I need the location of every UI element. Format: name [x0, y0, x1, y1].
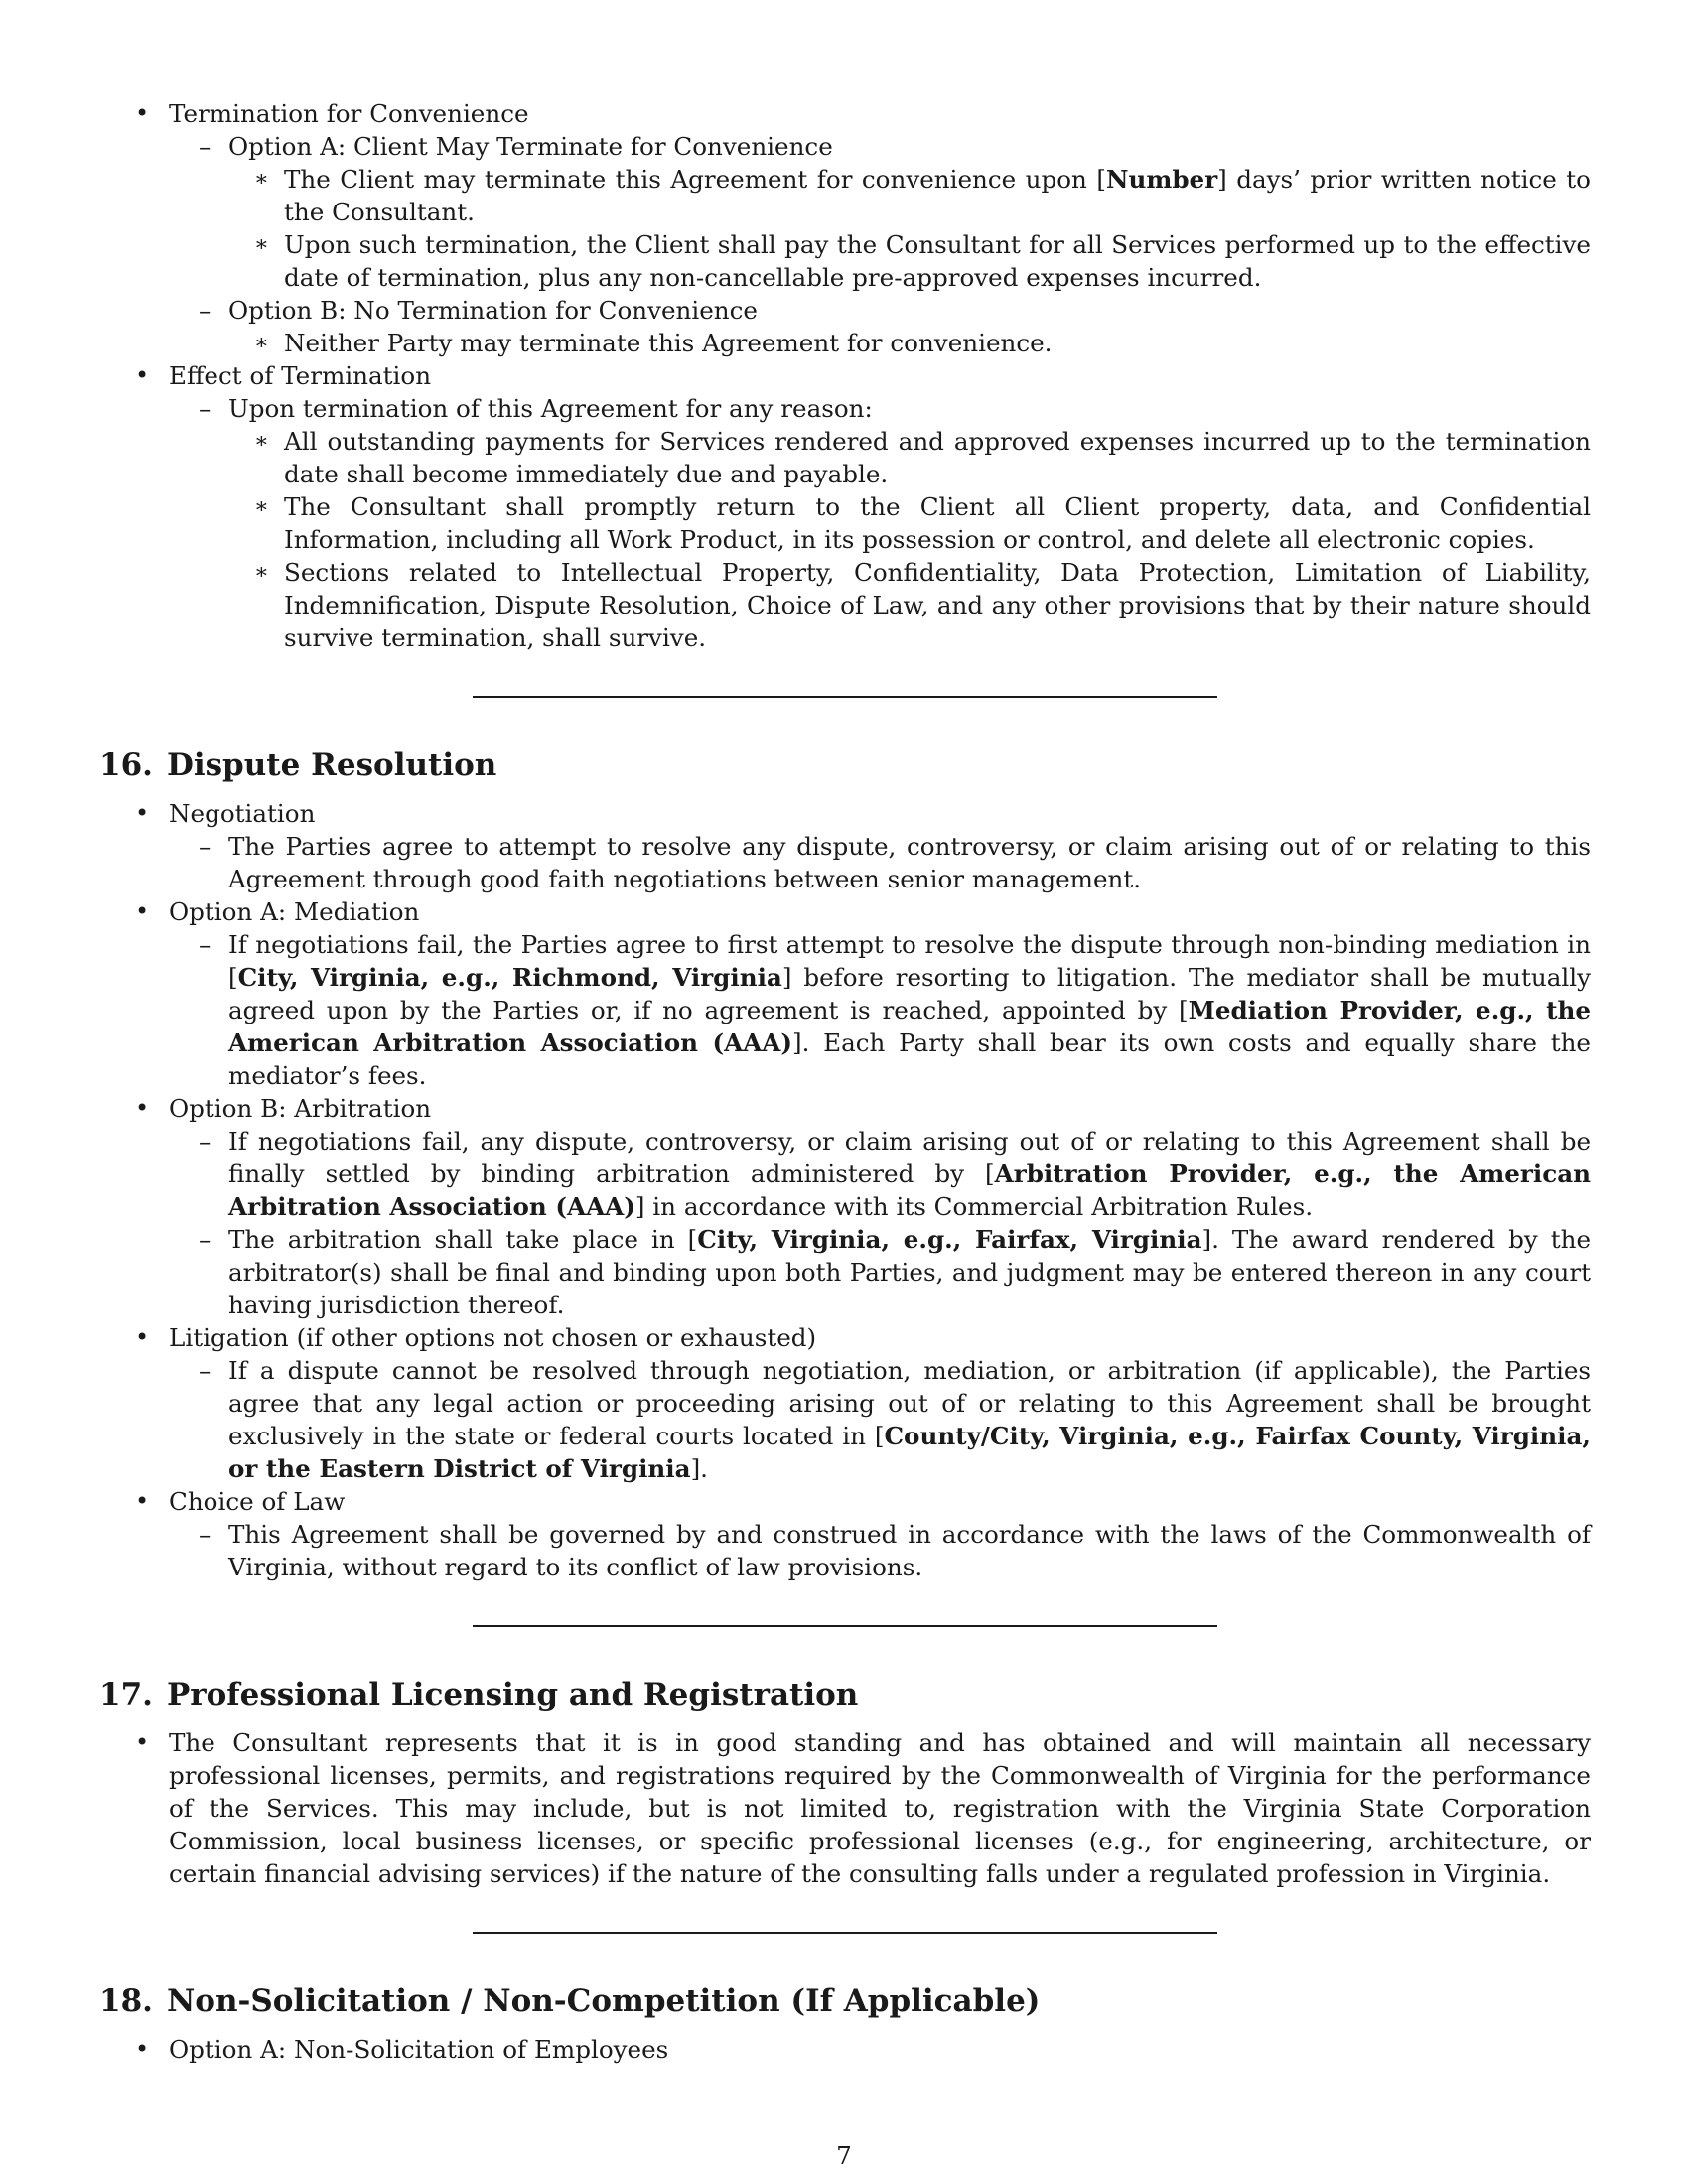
- placeholder-text: County/City, Virginia, e.g., Fairfax County, Virginia, or the Eastern District of Virginia: [228, 1422, 1591, 1483]
- list-item: ∗ Neither Party may terminate this Agreement for convenience.: [254, 329, 1053, 357]
- bullet-icon: •: [135, 361, 150, 389]
- dash-icon: –: [199, 1520, 211, 1549]
- list-item: [99, 97, 1591, 359]
- asterisk-icon: ∗: [254, 167, 269, 192]
- list-item: – If negotiations fail, any dispute, controversy, or claim arising out of or relating to this Agreement shall be finally settled by binding arbitration administered by [Arbitration Provider, e.g., the American Arbitration Association (AAA)] in accordance with its Commercial Arbitration Rules.: [199, 1127, 1592, 1221]
- placeholder-text: Arbitration Provider, e.g., the American Arbitration Association (AAA): [228, 1160, 1592, 1221]
- section-divider: [473, 1625, 1217, 1627]
- list-item: – If a dispute cannot be resolved through negotiation, mediation, or arbitration (if applicable), the Parties agree that any legal action or proceeding arising out of or relating to this Agreement shall be brought exclusively in the state or federal courts located in [County/City, Virginia, e.g., Fairfax County, Virginia, or the Eastern District of Virginia].: [199, 1356, 1591, 1483]
- list-item: ∗ Sections related to Intellectual Property, Confidentiality, Data Protection, Limitation of Liability, Indemnification, Dispute Resolution, Choice of Law, and any other provisions that by their nature should survive termination, shall survive.: [254, 558, 1591, 652]
- section-divider: [473, 1932, 1217, 1934]
- asterisk-icon: ∗: [254, 232, 269, 257]
- bullet-icon: •: [135, 1323, 150, 1351]
- dash-icon: –: [199, 930, 211, 959]
- placeholder-text: City, Virginia, e.g., Fairfax, Virginia: [697, 1225, 1202, 1254]
- dash-icon: –: [199, 1225, 211, 1254]
- item-title: Option A: Client May Terminate for Convenience: [228, 132, 833, 161]
- section-heading-16: 16. Dispute Resolution: [99, 748, 497, 783]
- document-page: [99, 97, 1591, 2066]
- dash-icon: –: [199, 132, 211, 161]
- bullet-icon: •: [135, 2035, 150, 2063]
- list-item: ∗ The Client may terminate this Agreement for convenience upon [Number] days’ prior written notice to the Consultant.: [254, 165, 1591, 226]
- termination-list: [99, 97, 1591, 654]
- item-title: Effect of Termination: [169, 361, 432, 390]
- list-item: [99, 1321, 1591, 1485]
- dash-icon: –: [199, 296, 211, 325]
- list-item: ∗ All outstanding payments for Services rendered and approved expenses incurred up to the termination date shall become immediately due and payable.: [254, 427, 1591, 488]
- asterisk-icon: ∗: [254, 429, 269, 454]
- licensing-list: [99, 1726, 1591, 1890]
- list-item: • Option A: Non-Solicitation of Employees: [135, 2035, 669, 2064]
- dash-icon: –: [199, 394, 211, 423]
- item-title: Option B: Arbitration: [169, 1094, 432, 1123]
- bullet-icon: •: [135, 99, 150, 127]
- item-title: Termination for Convenience: [169, 99, 529, 128]
- section-heading-18: 18. Non-Solicitation / Non-Competition (If Applicable): [99, 1983, 1041, 2019]
- dash-icon: –: [199, 1356, 211, 1385]
- placeholder-text: City, Virginia, e.g., Richmond, Virginia: [237, 963, 782, 992]
- list-item: • The Consultant represents that it is in good standing and has obtained and will maintain all necessary professional licenses, permits, and registrations required by the Commonwealth of Virginia for the performance of the Services. This may include, but is not limited to, registration with the Virginia State Corporation Commission, local business licenses, or specific professional licenses (e.g., for engineering, architecture, or certain financial advising services) if the nature of the consulting falls under a regulated profession in Virginia.: [135, 1728, 1591, 1888]
- item-title: Litigation (if other options not chosen or exhausted): [169, 1323, 817, 1352]
- bullet-icon: •: [135, 1487, 150, 1515]
- asterisk-icon: ∗: [254, 331, 269, 355]
- list-item: – The arbitration shall take place in [City, Virginia, e.g., Fairfax, Virginia]. The award rendered by the arbitrator(s) shall be final and binding upon both Parties, and judgment may be entered thereon in any court having jurisdiction thereof.: [199, 1225, 1592, 1319]
- bullet-icon: •: [135, 897, 150, 925]
- asterisk-icon: ∗: [254, 494, 269, 519]
- list-item: ∗ The Consultant shall promptly return to the Client all Client property, data, and Confidential Information, including all Work Product, in its possession or control, and delete all electronic copies.: [254, 492, 1591, 554]
- list-item: – If negotiations fail, the Parties agree to first attempt to resolve the dispute through non-binding mediation in [City, Virginia, e.g., Richmond, Virginia] before resorting to litigation. The mediator shall be mutually agreed upon by the Parties or, if no agreement is reached, appointed by [Mediation Provider, e.g., the American Arbitration Association (AAA)]. Each Party shall bear its own costs and equally share the mediator’s fees.: [199, 930, 1591, 1090]
- item-title: Option A: Mediation: [169, 897, 420, 926]
- list-item: – Upon termination of this Agreement for any reason: ∗ All outstanding payments for Services rendered and approved expenses incurred up to the termination date shall become immediately due and payable. ∗ The Consultant shall promptly return to the Client all Client property, data, and Confidential Information, including all Work Product, in its possession or control, and delete all electronic copies. ∗ Sections related to Intellectual Property, Confidentiality, Data Protection, Limitation of Liability, Indemnification, Dispute Resolution, Choice of Law, and any other provisions that by their nature should survive termination, shall survive.: [199, 394, 1591, 652]
- item-title: Choice of Law: [169, 1487, 346, 1516]
- dash-icon: –: [199, 832, 211, 861]
- bullet-icon: •: [135, 1728, 150, 1756]
- item-title: Negotiation: [169, 799, 316, 828]
- list-item: [99, 797, 1591, 895]
- placeholder-text: Number: [1105, 165, 1218, 194]
- dispute-resolution-list: [99, 797, 1591, 1583]
- list-item: [169, 294, 1591, 359]
- bullet-icon: •: [135, 1094, 150, 1122]
- placeholder-text: Mediation Provider, e.g., the American Arbitration Association (AAA): [228, 996, 1591, 1057]
- list-item: [99, 1485, 1591, 1583]
- page-number: 7: [836, 2141, 852, 2170]
- section-heading-17: 17. Professional Licensing and Registration: [99, 1677, 859, 1712]
- dash-icon: –: [199, 1127, 211, 1156]
- list-item: [99, 895, 1591, 1092]
- asterisk-icon: ∗: [254, 560, 269, 585]
- item-title: Option B: No Termination for Convenience: [228, 296, 758, 325]
- list-item: ∗ Upon such termination, the Client shall pay the Consultant for all Services performed up to the effective date of termination, plus any non-cancellable pre-approved expenses incurred.: [254, 230, 1591, 292]
- non-solicitation-list: [99, 2033, 1591, 2066]
- list-item: [99, 359, 1591, 654]
- bullet-icon: •: [135, 799, 150, 827]
- list-item: [169, 130, 1591, 294]
- list-item: – The Parties agree to attempt to resolve any dispute, controversy, or claim arising out of or relating to this Agreement through good faith negotiations between senior management.: [199, 832, 1591, 893]
- list-item: [99, 1092, 1591, 1321]
- list-item: – This Agreement shall be governed by and construed in accordance with the laws of the Commonwealth of Virginia, without regard to its conflict of law provisions.: [199, 1520, 1591, 1581]
- section-divider: [473, 696, 1217, 698]
